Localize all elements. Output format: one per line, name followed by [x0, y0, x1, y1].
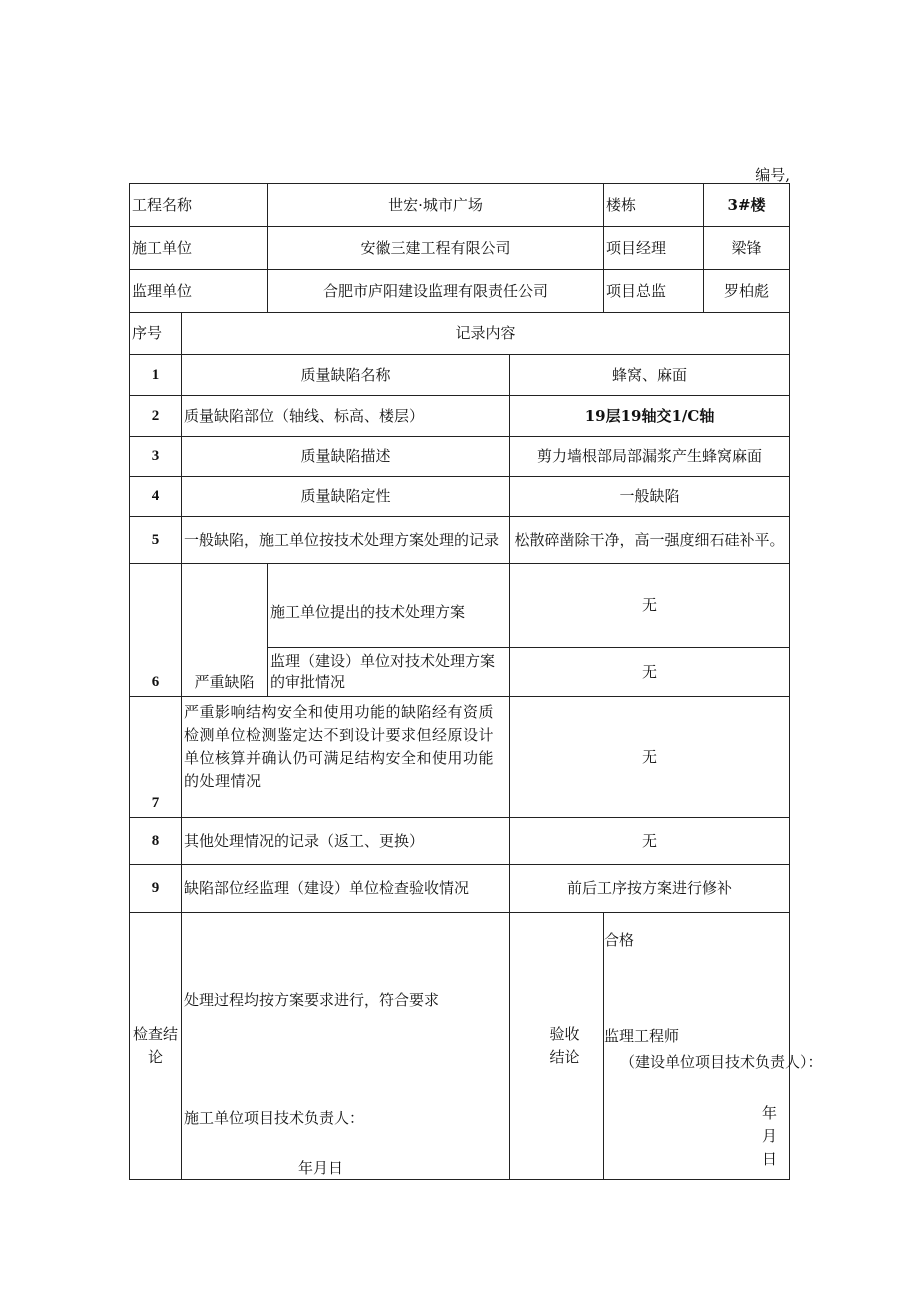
- row-number: 1: [130, 355, 182, 396]
- check-conclusion-label: [130, 913, 182, 1180]
- row-number: 8: [130, 818, 182, 865]
- severe-sub-value: 无: [510, 648, 790, 697]
- row-item: 质量缺陷名称: [182, 355, 510, 396]
- supervisor-value: 合肥市庐阳建设监理有限责任公司: [268, 270, 604, 313]
- row-value: 无: [510, 697, 790, 818]
- seq-column-header: 序号: [130, 313, 182, 355]
- chief-supervisor-value: 罗柏彪: [704, 270, 790, 313]
- row-value: 19层19轴交1/C轴: [510, 396, 790, 437]
- row-item: 其他处理情况的记录（返工、更换）: [182, 818, 510, 865]
- table-row: [130, 865, 790, 913]
- row-item: 缺陷部位经监理（建设）单位检查验收情况: [182, 865, 510, 913]
- row-item: 严重影响结构安全和使用功能的缺陷经有资质检测单位检测鉴定达不到设计要求但经原设计单位核算并确认仍可满足结构安全和使用功能的处理情况: [182, 697, 510, 818]
- table-row: [130, 697, 790, 818]
- severe-defect-row-1: [130, 564, 790, 648]
- project-name-row: [130, 184, 790, 227]
- row-number: 9: [130, 865, 182, 913]
- row-number: 4: [130, 477, 182, 517]
- check-conclusion-text: 处理过程均按方案要求进行，符合要求: [184, 991, 440, 1009]
- row-value: 蜂窝、麻面: [510, 355, 790, 396]
- owner-signer-label: （建设单位项目技术负责人）：: [620, 1053, 823, 1071]
- supervisor-signer-label: 监理工程师: [604, 1027, 680, 1045]
- defect-record-form: [129, 183, 823, 1180]
- acceptance-conclusion-cell: [604, 913, 823, 1180]
- building-label: 楼栋: [604, 184, 704, 227]
- check-conclusion-label-line2: 论: [147, 1048, 163, 1066]
- check-conclusion-label-line1: 检查结: [132, 1025, 178, 1043]
- contractor-row: [130, 227, 790, 270]
- table-row: [130, 355, 790, 396]
- row-number: 2: [130, 396, 182, 437]
- project-name-value: 世宏·城市广场: [268, 184, 604, 227]
- table-row: [130, 396, 790, 437]
- row-item: 质量缺陷部位（轴线、标高、楼层）: [182, 396, 510, 437]
- acceptance-label-line2: 结论: [549, 1048, 580, 1066]
- project-manager-value: 梁锋: [704, 227, 790, 270]
- row-number: 7: [130, 697, 182, 818]
- table-row: [130, 477, 790, 517]
- row-item: 质量缺陷描述: [182, 437, 510, 477]
- row-value: 前后工序按方案进行修补: [510, 865, 790, 913]
- acceptance-conclusion-label: [510, 913, 604, 1180]
- column-header-row: [130, 313, 790, 355]
- chief-supervisor-label: 项目总监: [604, 270, 704, 313]
- severe-defect-label: 严重缺陷: [182, 564, 268, 697]
- row-value: 一般缺陷: [510, 477, 790, 517]
- contractor-label: 施工单位: [130, 227, 268, 270]
- severe-sub-item: 施工单位提出的技术处理方案: [268, 564, 510, 648]
- row-item: 质量缺陷定性: [182, 477, 510, 517]
- row-number: 6: [130, 564, 182, 697]
- document-number-label: 编号,: [755, 166, 790, 184]
- conclusion-row: [130, 913, 790, 1180]
- row-number: 5: [130, 517, 182, 564]
- table-row: [130, 818, 790, 865]
- acceptance-label-line1: 验收: [549, 1025, 580, 1043]
- severe-sub-item: 监理（建设）单位对技术处理方案的审批情况: [268, 648, 510, 697]
- contractor-value: 安徽三建工程有限公司: [268, 227, 604, 270]
- table-row: [130, 517, 790, 564]
- check-conclusion-cell: [182, 913, 510, 1180]
- content-column-header: 记录内容: [182, 313, 790, 355]
- supervisor-row: [130, 270, 790, 313]
- supervisor-sign-date: 年月日: [762, 1104, 778, 1168]
- supervisor-label: 监理单位: [130, 270, 268, 313]
- row-value: 剪力墙根部局部漏浆产生蜂窝麻面: [510, 437, 790, 477]
- row-value: 松散碎凿除干净，高一强度细石硅补平。: [510, 517, 790, 564]
- row-value: 无: [510, 818, 790, 865]
- defect-record-table: [129, 183, 823, 1180]
- project-manager-label: 项目经理: [604, 227, 704, 270]
- table-row: [130, 437, 790, 477]
- severe-sub-value: 无: [510, 564, 790, 648]
- row-number: 3: [130, 437, 182, 477]
- row-item: 一般缺陷，施工单位按技术处理方案处理的记录: [182, 517, 510, 564]
- building-value: 3#楼: [704, 184, 790, 227]
- project-name-label: 工程名称: [130, 184, 268, 227]
- acceptance-result: 合格: [604, 931, 635, 949]
- contractor-sign-date: 年月日: [298, 1159, 344, 1177]
- contractor-signer-label: 施工单位项目技术负责人：: [184, 1109, 365, 1127]
